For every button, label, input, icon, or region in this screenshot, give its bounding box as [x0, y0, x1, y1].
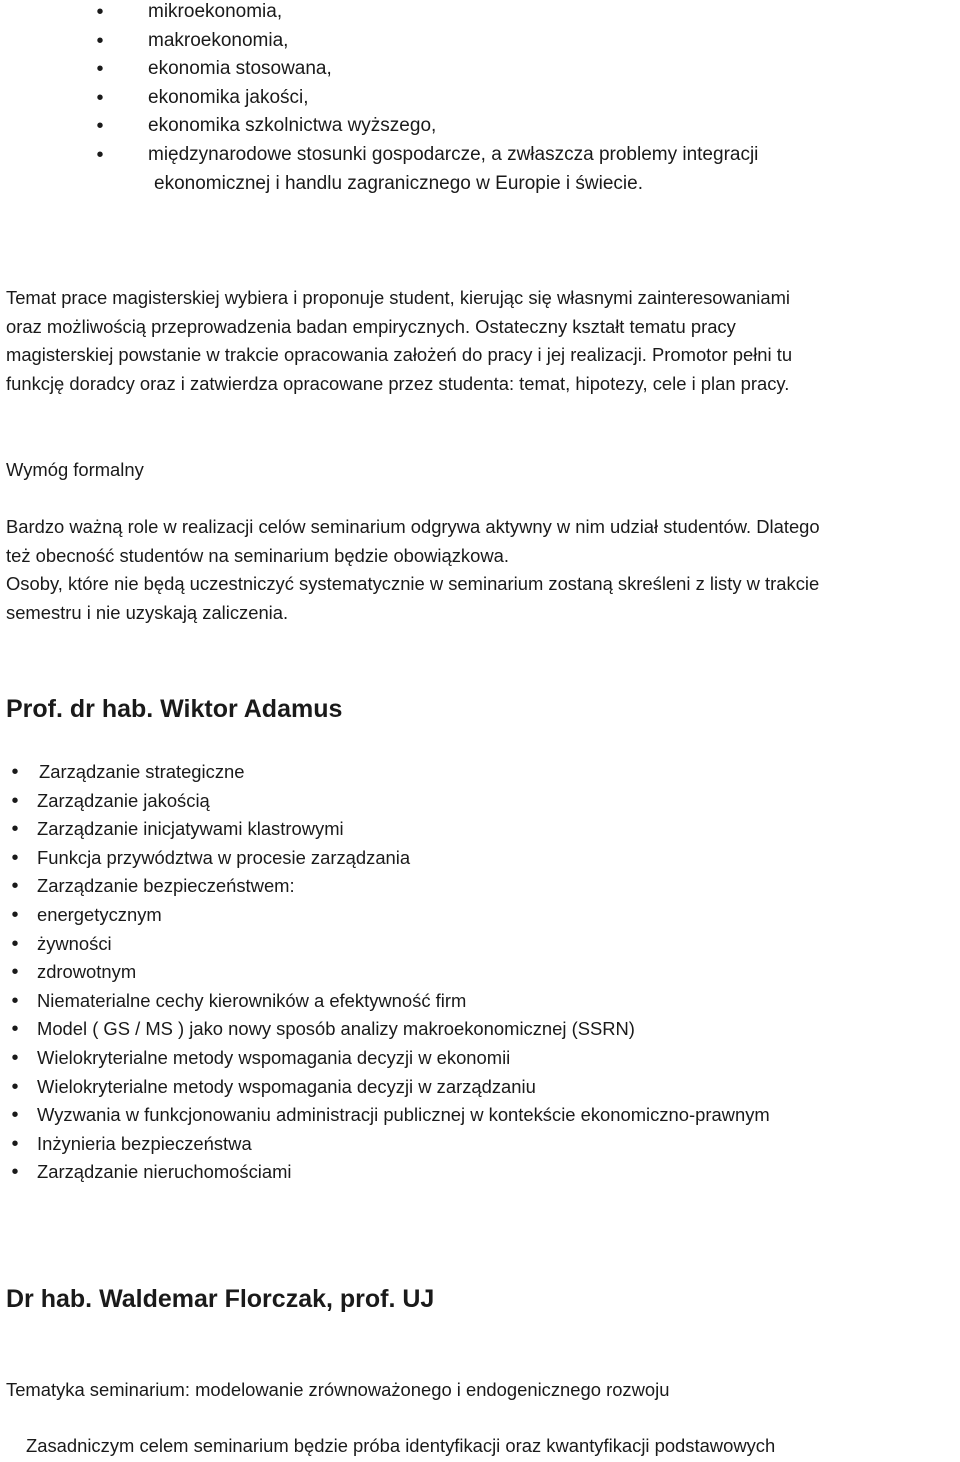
- bullet-icon: •: [11, 789, 19, 812]
- paragraph-line: magisterskiej powstanie w trakcie opracowania założeń do pracy i jej realizacji. Promotor pełni tu: [6, 344, 793, 366]
- list-item-text: Model ( GS / MS ) jako nowy sposób analizy makroekonomicznej (SSRN): [37, 1018, 635, 1040]
- section-heading-adamus: Prof. dr hab. Wiktor Adamus: [6, 695, 343, 723]
- bullet-icon: •: [96, 1, 104, 23]
- bullet-icon: •: [11, 1047, 19, 1069]
- list-item-text: Wielokryterialne metody wspomagania decyzji w ekonomii: [37, 1047, 511, 1068]
- list-item-continuation: ekonomicznej i handlu zagranicznego w Europie i świecie.: [154, 172, 643, 194]
- list-item-text: żywności: [37, 932, 112, 954]
- list-item-text: Zarządzanie nieruchomościami: [37, 1161, 292, 1183]
- list-item-text: ekonomika jakości,: [148, 86, 309, 108]
- paragraph-thesis-topic: [6, 284, 958, 398]
- bullet-icon: •: [11, 846, 19, 869]
- list-item-text: Funkcja przywództwa w procesie zarządzania: [37, 846, 411, 868]
- bullet-icon: •: [96, 144, 104, 166]
- bullet-icon: •: [11, 761, 19, 783]
- section-heading-florczak: Dr hab. Waldemar Florczak, prof. UJ: [6, 1285, 435, 1313]
- list-item-text: Wielokryterialne metody wspomagania decyzji w zarządzaniu: [37, 1075, 536, 1097]
- list-item-text: Zarządzanie strategiczne: [39, 761, 245, 782]
- paragraph-line: Bardzo ważną role w realizacji celów seminarium odgrywa aktywny w nim udział studentów. Dlatego: [6, 516, 820, 537]
- bullet-icon: •: [11, 1104, 19, 1127]
- seminar-topic-line: Tematyka seminarium: modelowanie zrównoważonego i endogenicznego rozwoju: [6, 1379, 670, 1400]
- paragraph-seminar-goal: Zasadniczym celem seminarium będzie próba identyfikacji oraz kwantyfikacji podstawowych: [26, 1435, 776, 1456]
- paragraph-line: Osoby, które nie będą uczestniczyć systematycznie w seminarium zostaną skreśleni z listy w trakcie: [6, 573, 820, 595]
- bullet-icon: •: [96, 29, 104, 52]
- list-item-text: Inżynieria bezpieczeństwa: [37, 1132, 252, 1154]
- list-item-text: Wyzwania w funkcjonowaniu administracji publicznej w kontekście ekonomiczno-prawnym: [37, 1104, 770, 1126]
- list-item-text: Niematerialne cechy kierowników a efektywność firm: [37, 989, 467, 1011]
- bullet-icon: •: [11, 875, 19, 898]
- paragraph-line: funkcję doradcy oraz i zatwierdza opracowane przez studenta: temat, hipotezy, cele i plan pracy.: [6, 372, 790, 394]
- list-item-text: energetycznym: [37, 904, 162, 925]
- list-item-text: ekonomika szkolnictwa wyższego,: [148, 115, 437, 137]
- list-item-text: makroekonomia,: [148, 29, 289, 51]
- bullet-icon: •: [96, 58, 104, 81]
- bullet-icon: •: [11, 1132, 19, 1155]
- bullet-icon: •: [11, 818, 19, 841]
- paragraph-line: oraz możliwością przeprowadzenia badan empirycznych. Ostateczny kształt tematu pracy: [6, 315, 736, 337]
- bullet-icon: •: [11, 1018, 19, 1041]
- paragraph-line: też obecność studentów na seminarium będzie obowiązkowa.: [6, 544, 509, 566]
- bullet-icon: •: [96, 86, 104, 109]
- list-item-text: zdrowotnym: [37, 961, 137, 983]
- paragraph-line: Temat prace magisterskiej wybiera i proponuje student, kierując się własnymi zainteresowaniami: [6, 287, 790, 308]
- bullet-icon: •: [96, 115, 104, 138]
- list-item-text: mikroekonomia,: [148, 1, 283, 22]
- list-item-text: Zarządzanie jakością: [37, 789, 210, 811]
- bullet-icon: •: [11, 1161, 19, 1184]
- list-item-text: Zarządzanie inicjatywami klastrowymi: [37, 818, 344, 840]
- bullet-icon: •: [11, 904, 19, 926]
- list-item-text: międzynarodowe stosunki gospodarcze, a zwłaszcza problemy integracji: [148, 144, 759, 165]
- bullet-icon: •: [11, 932, 19, 955]
- bullet-icon: •: [11, 1075, 19, 1098]
- section-label-formal-requirement: Wymóg formalny: [6, 459, 144, 480]
- bullet-icon: •: [11, 961, 19, 984]
- bullet-icon: •: [11, 989, 19, 1012]
- list-item-text: ekonomia stosowana,: [148, 58, 332, 80]
- list-item-text: Zarządzanie bezpieczeństwem:: [37, 875, 295, 897]
- paragraph-attendance: [6, 513, 958, 627]
- paragraph-line: semestru i nie uzyskają zaliczenia.: [6, 601, 289, 623]
